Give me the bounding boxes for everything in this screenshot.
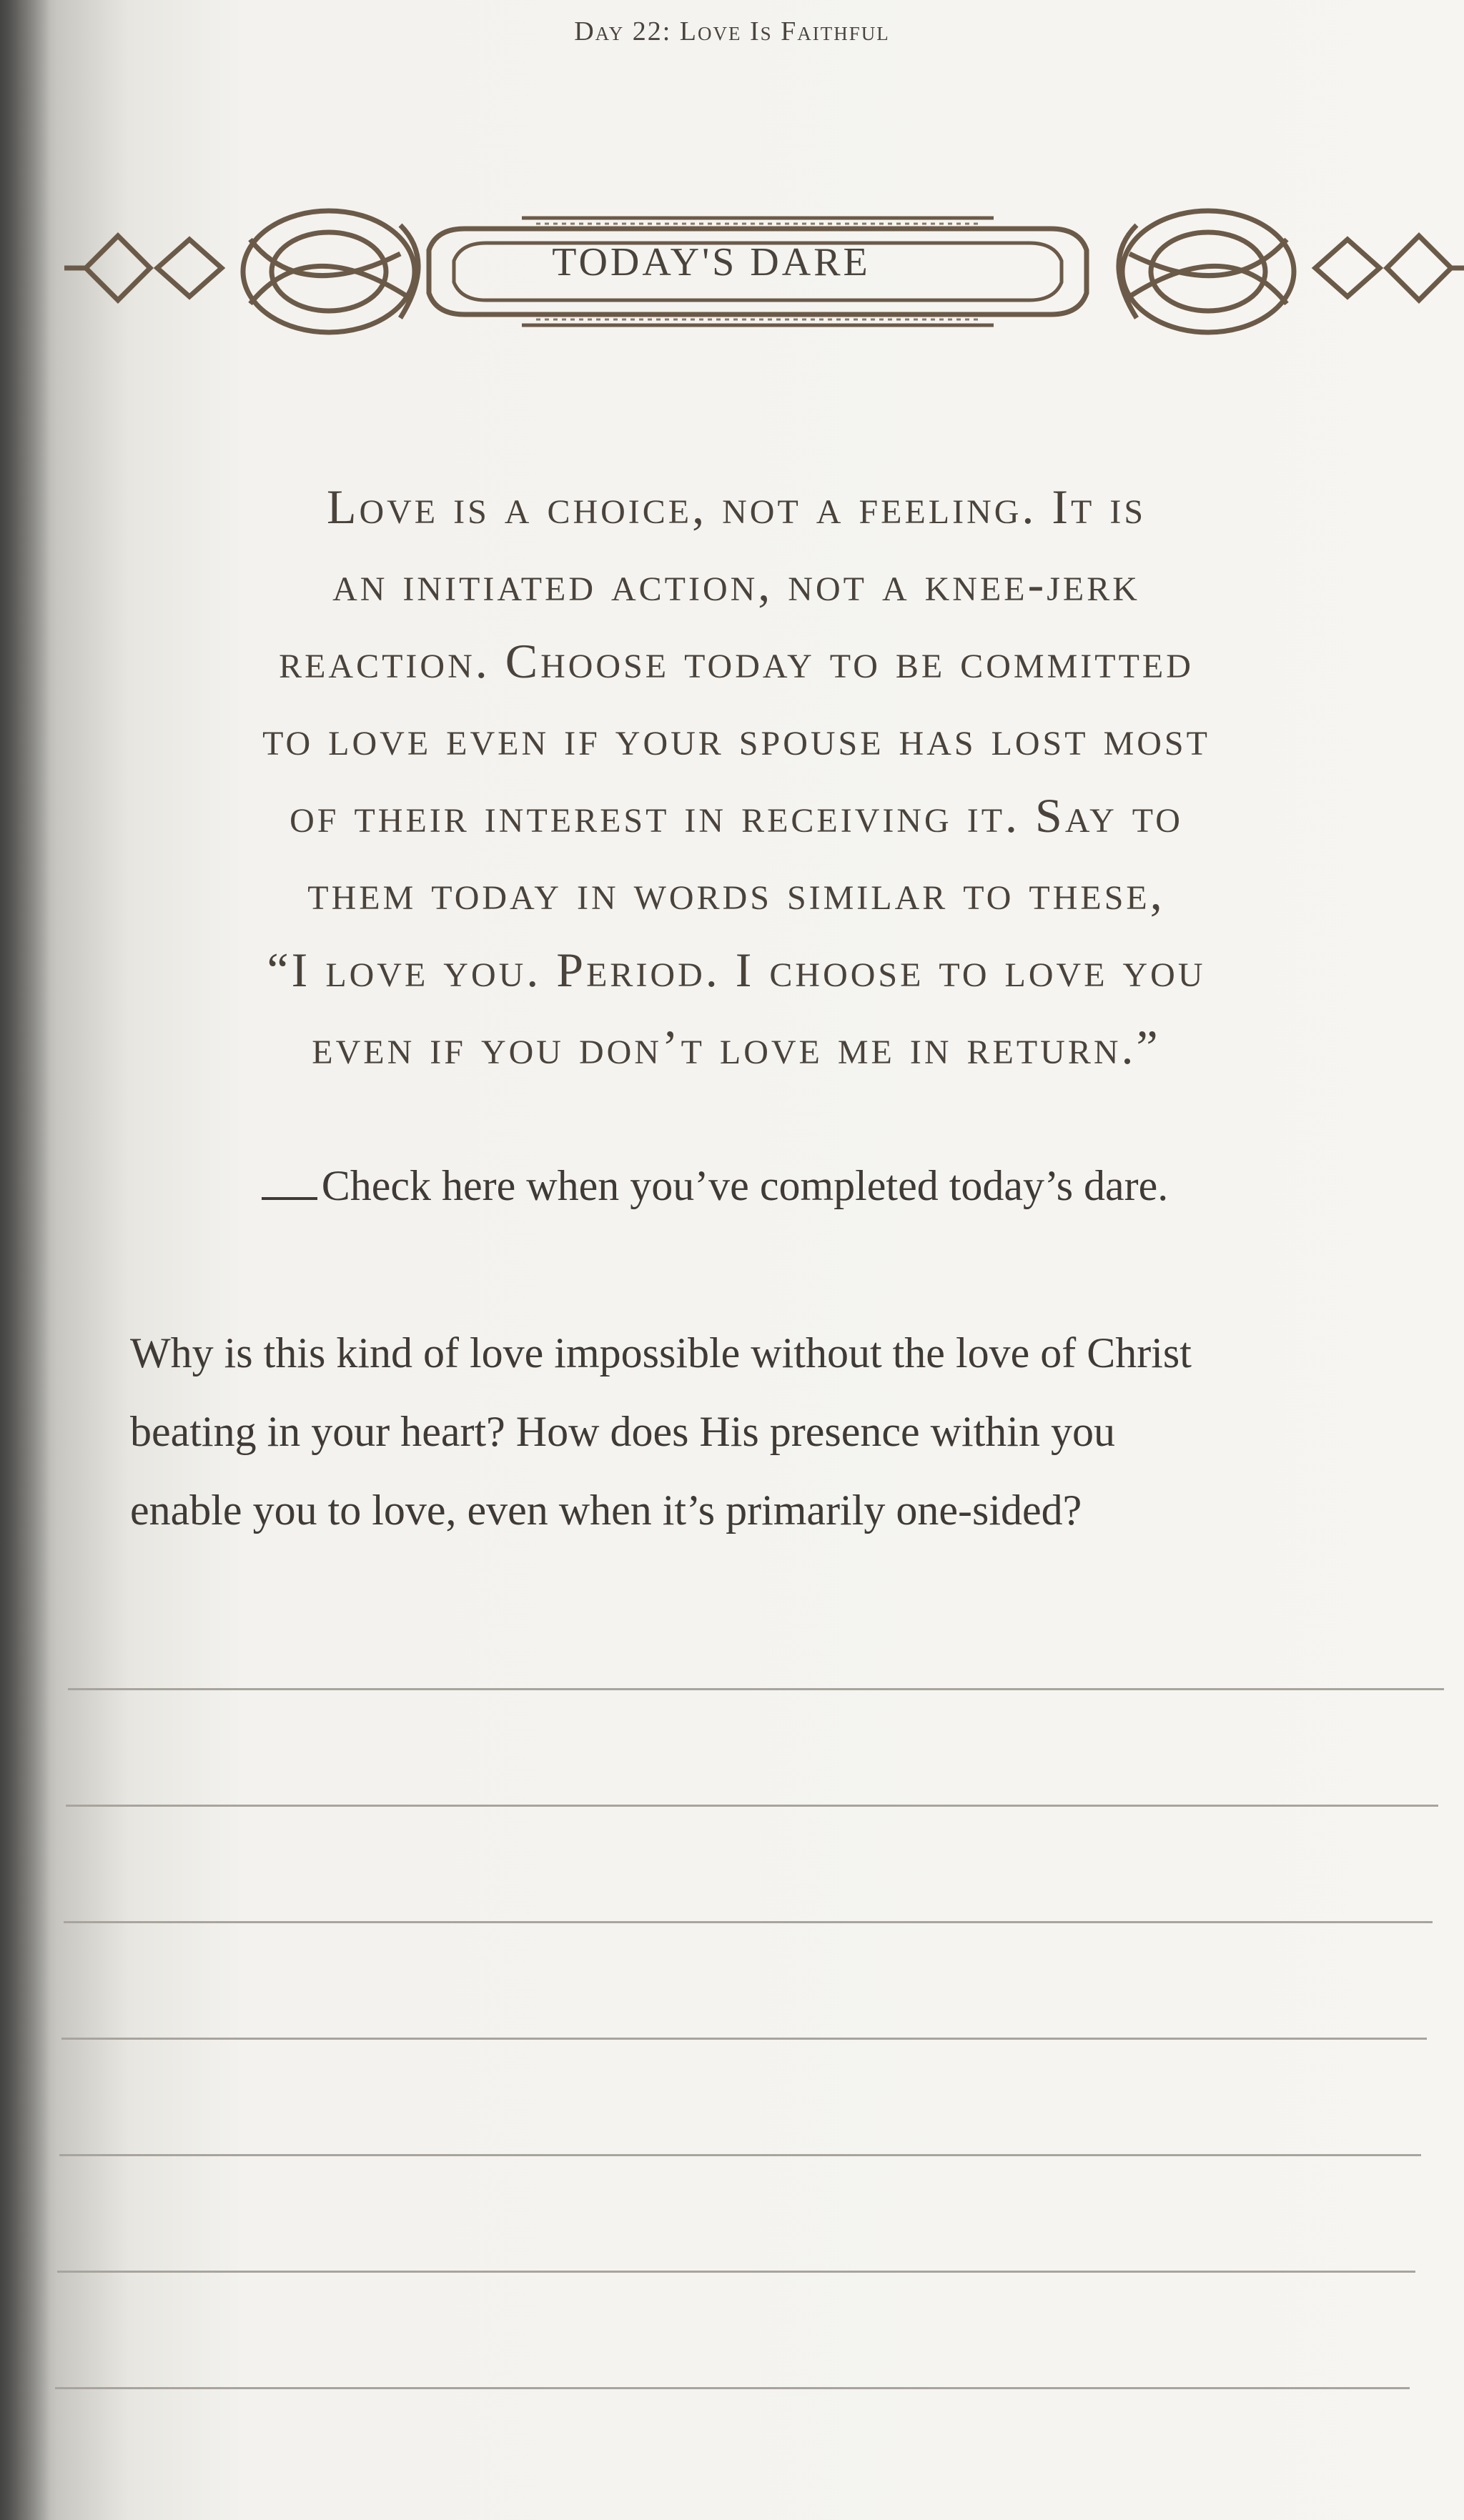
dare-line: them today in words similar to these, [307,865,1165,920]
answer-line[interactable] [66,1805,1438,1807]
question-line: enable you to love, even when it’s primarily one-sided? [130,1487,1082,1534]
check-blank[interactable] [262,1197,317,1200]
answer-line[interactable] [57,2271,1415,2273]
reflection-question [130,1314,1388,1549]
question-line: beating in your heart? How does His presence within you [130,1408,1115,1455]
completion-check [0,1161,1430,1211]
answer-line[interactable] [68,1688,1444,1690]
dare-line: Love is a choice, not a feeling. It is [326,480,1147,534]
dare-line: “I love you. Period. I choose to love you [267,943,1206,997]
dare-line: to love even if your spouse has lost most [262,711,1210,765]
dare-line: of their interest in receiving it. Say to [290,788,1183,843]
dare-line: even if you don’t love me in return.” [312,1020,1161,1074]
answer-line[interactable] [64,1921,1433,1923]
banner-title: TODAY'S DARE [552,240,871,284]
dare-line: reaction. Choose today to be committed [279,634,1194,688]
answer-line[interactable] [61,2038,1427,2040]
check-label: Check here when you’ve completed today’s dare. [321,1162,1169,1209]
dare-text [129,468,1344,1086]
question-line: Why is this kind of love impossible without the love of Christ [130,1329,1192,1376]
dare-line: an initiated action, not a knee-jerk [332,557,1140,611]
answer-line[interactable] [55,2387,1410,2389]
answer-line[interactable] [59,2154,1421,2156]
gutter-shadow [0,0,50,2520]
running-head: Day 22: Love Is Faithful [574,16,890,46]
